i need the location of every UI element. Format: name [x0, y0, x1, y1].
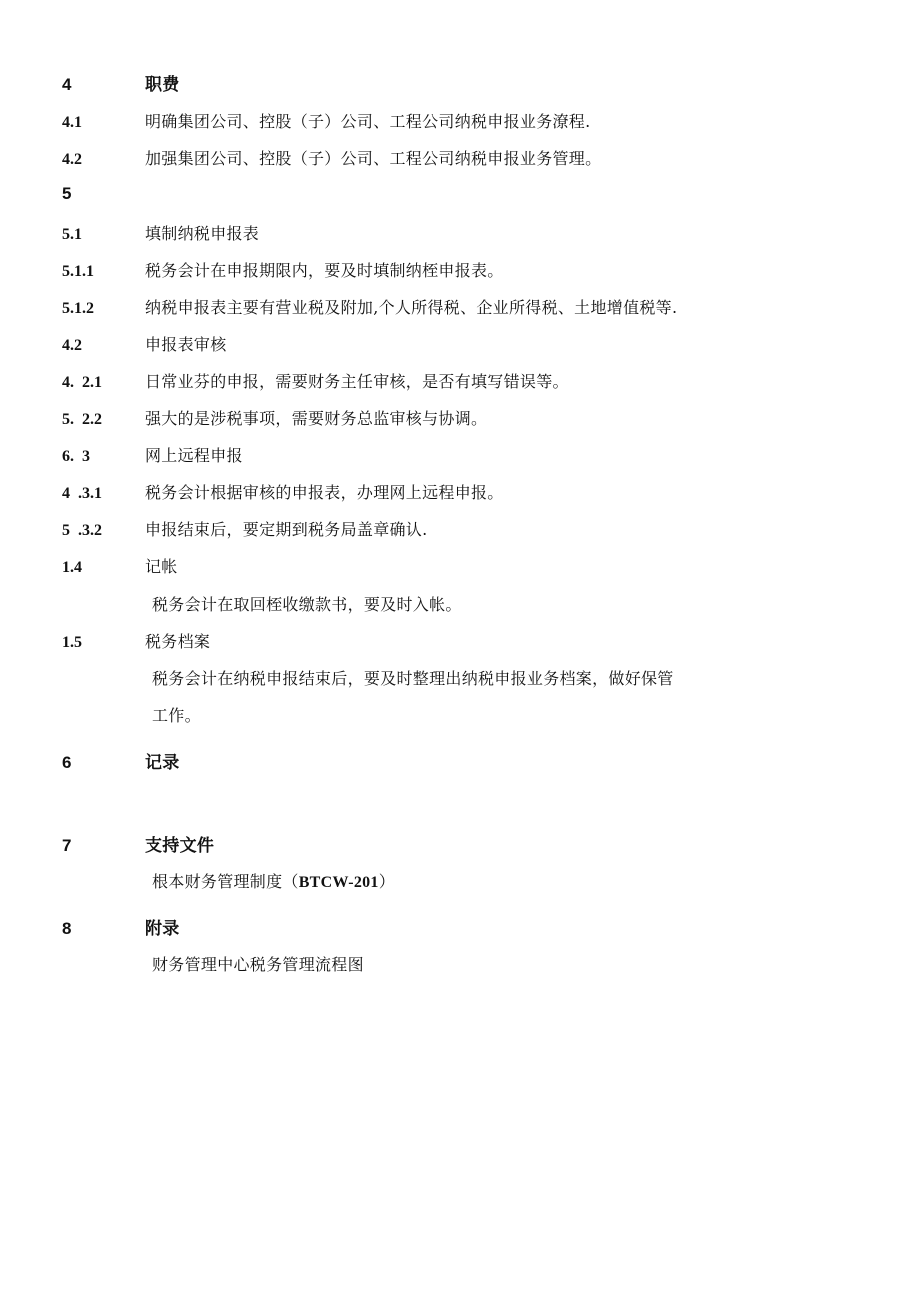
support-file-paragraph — [152, 869, 395, 892]
item-4-2-1 — [62, 369, 569, 392]
item-1-5 — [62, 629, 210, 652]
item-number: 5.1 — [62, 226, 82, 243]
item-text: 填制纳税申报表 — [145, 224, 260, 243]
item-5-1-2 — [62, 295, 677, 318]
item-text: 加强集团公司、控股（子）公司、工程公司纳税申报业务管理。 — [145, 149, 602, 168]
section-8 — [62, 914, 180, 939]
item-4-2-review — [62, 332, 227, 355]
section-number: 4 — [62, 75, 72, 94]
support-suffix: ） — [378, 872, 396, 891]
section-title: 支持文件 — [145, 836, 215, 856]
item-5-1-1 — [62, 258, 504, 281]
item-text: 网上远程申报 — [145, 446, 243, 465]
section-number: 5 — [62, 184, 72, 203]
archive-paragraph-line1: 税务会计在纳税申报结束后，要及时整理出纳税申报业务档案，做好保管 — [152, 669, 674, 688]
bookkeeping-paragraph: 税务会计在取回桎收缴款书，要及时入帐。 — [152, 595, 462, 614]
item-text: 纳税申报表主要有营业税及附加,个人所得税、企业所得税、土地增值税等. — [145, 298, 678, 317]
item-4-2 — [62, 146, 601, 169]
item-4-3-1 — [62, 480, 504, 503]
item-text: 明确集团公司、控股（子）公司、工程公司纳税申报业务潦程. — [145, 112, 591, 131]
item-6-3 — [62, 443, 243, 466]
appendix-paragraph: 财务管理中心税务管理流程图 — [152, 955, 364, 974]
section-4 — [62, 70, 180, 95]
item-text: 税务档案 — [145, 632, 211, 651]
item-number: 5 .3.2 — [62, 522, 102, 539]
section-number: 6 — [62, 753, 72, 772]
item-text: 税务会计在申报期限内，要及时填制纳桎申报表。 — [145, 261, 504, 280]
archive-paragraph-line2: 工作。 — [152, 706, 201, 725]
item-number: 4.1 — [62, 114, 82, 131]
section-number: 8 — [62, 919, 72, 938]
item-number: 4. 2.1 — [62, 374, 102, 391]
item-number: 6. 3 — [62, 448, 90, 465]
section-6 — [62, 748, 180, 773]
item-text: 记帐 — [145, 557, 178, 576]
item-text: 强大的是涉税事项，需要财务总监审核与协调。 — [145, 409, 488, 428]
item-4-1 — [62, 109, 591, 132]
item-number: 5.1.2 — [62, 300, 94, 317]
item-number: 5.1.1 — [62, 263, 94, 280]
item-5-2-2 — [62, 406, 487, 429]
section-title: 职费 — [145, 75, 180, 95]
item-number: 4.2 — [62, 337, 82, 354]
support-code: BTCW-201 — [298, 874, 379, 891]
item-text: 申报结束后，要定期到税务局盖章确认. — [145, 520, 428, 539]
item-number: 4.2 — [62, 151, 82, 168]
section-5 — [62, 184, 145, 204]
item-5-1 — [62, 221, 259, 244]
item-text: 申报表审核 — [145, 335, 227, 354]
section-7 — [62, 831, 214, 856]
item-number: 4 .3.1 — [62, 485, 102, 502]
item-5-3-2 — [62, 517, 428, 540]
section-title: 记录 — [145, 753, 180, 773]
support-prefix: 根本财务管理制度（ — [152, 872, 299, 891]
section-title: 附录 — [145, 919, 180, 939]
item-number: 1.5 — [62, 634, 82, 651]
item-number: 5. 2.2 — [62, 411, 102, 428]
item-1-4 — [62, 554, 178, 577]
section-number: 7 — [62, 836, 72, 855]
item-text: 税务会计根据审核的申报表，办理网上远程申报。 — [145, 483, 504, 502]
item-number: 1.4 — [62, 559, 82, 576]
item-text: 日常业芬的申报，需要财务主任审核，是否有填写错误等。 — [145, 372, 569, 391]
